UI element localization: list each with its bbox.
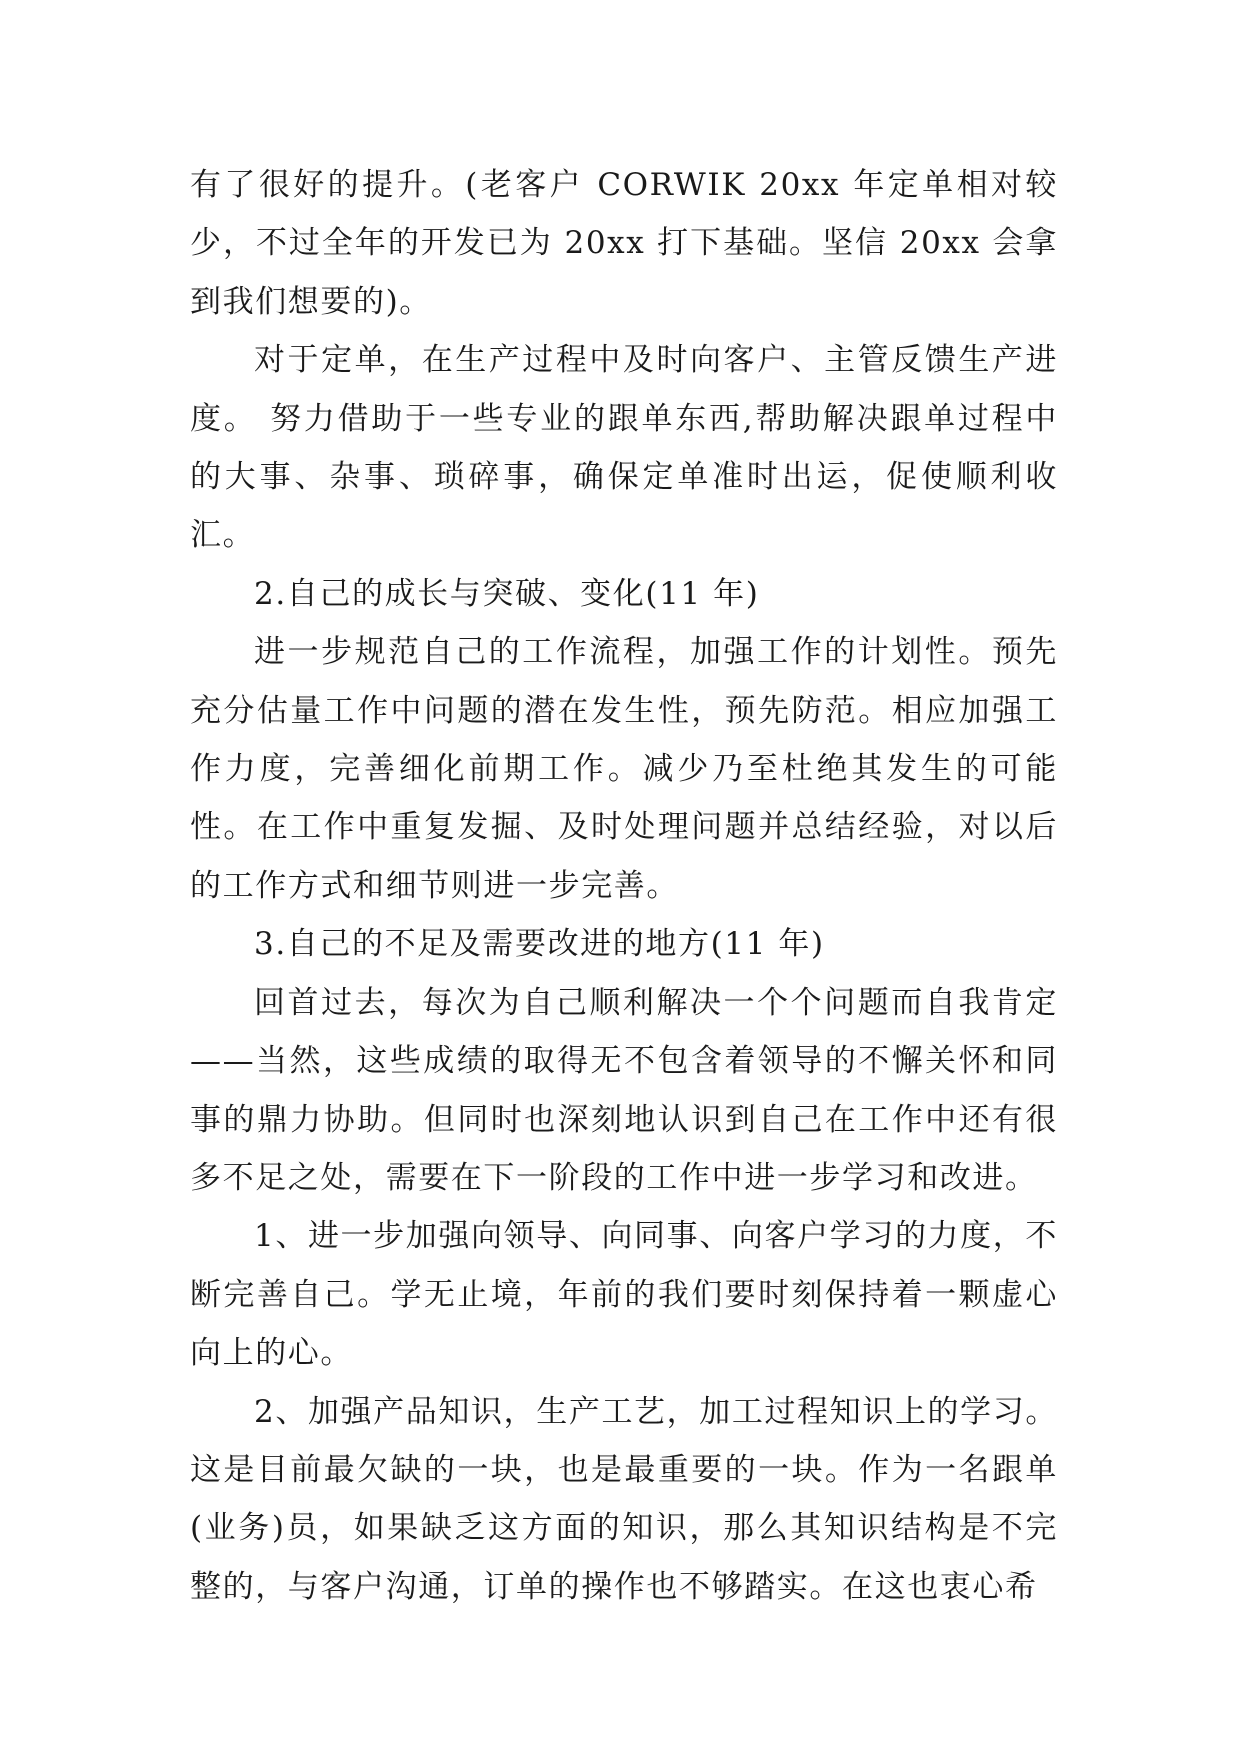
section-heading: 2.自己的成长与突破、变化(11 年) <box>254 575 760 612</box>
list-item: 2、加强产品知识，生产工艺，加工过程知识上的学习。这是目前最欠缺的一块，也是最重要的一块。作为一名跟单(业务)员，如果缺乏这方面的知识，那么其知识结构是不完整的，与客户沟通，订单的操作也不够踏实。在这也衷心希 <box>190 1393 1058 1605</box>
paragraph: 回首过去，每次为自己顺利解决一个个问题而自我肯定——当然，这些成绩的取得无不包含着领导的不懈关怀和同事的鼎力协助。但同时也深刻地认识到自己在工作中还有很多不足之处，需要在下一阶段的工作中进一步学习和改进。 <box>190 984 1058 1196</box>
paragraph: 有了很好的提升。(老客户 CORWIK 20xx 年定单相对较少，不过全年的开发已为 20xx 打下基础。坚信 20xx 会拿到我们想要的)。 <box>190 167 1058 320</box>
paragraph: 对于定单，在生产过程中及时向客户、主管反馈生产进度。 努力借助于一些专业的跟单东西,帮助解决跟单过程中的大事、杂事、琐碎事，确保定单准时出运，促使顺利收汇。 <box>190 342 1058 554</box>
document-body <box>190 156 1058 1616</box>
section-heading: 3.自己的不足及需要改进的地方(11 年) <box>254 926 825 963</box>
list-item: 1、进一步加强向领导、向同事、向客户学习的力度，不断完善自己。学无止境，年前的我们要时刻保持着一颗虚心向上的心。 <box>190 1218 1058 1372</box>
paragraph: 进一步规范自己的工作流程，加强工作的计划性。预先充分估量工作中问题的潜在发生性，预先防范。相应加强工作力度，完善细化前期工作。减少乃至杜绝其发生的可能性。在工作中重复发掘、及时处理问题并总结经验，对以后的工作方式和细节则进一步完善。 <box>190 634 1058 904</box>
